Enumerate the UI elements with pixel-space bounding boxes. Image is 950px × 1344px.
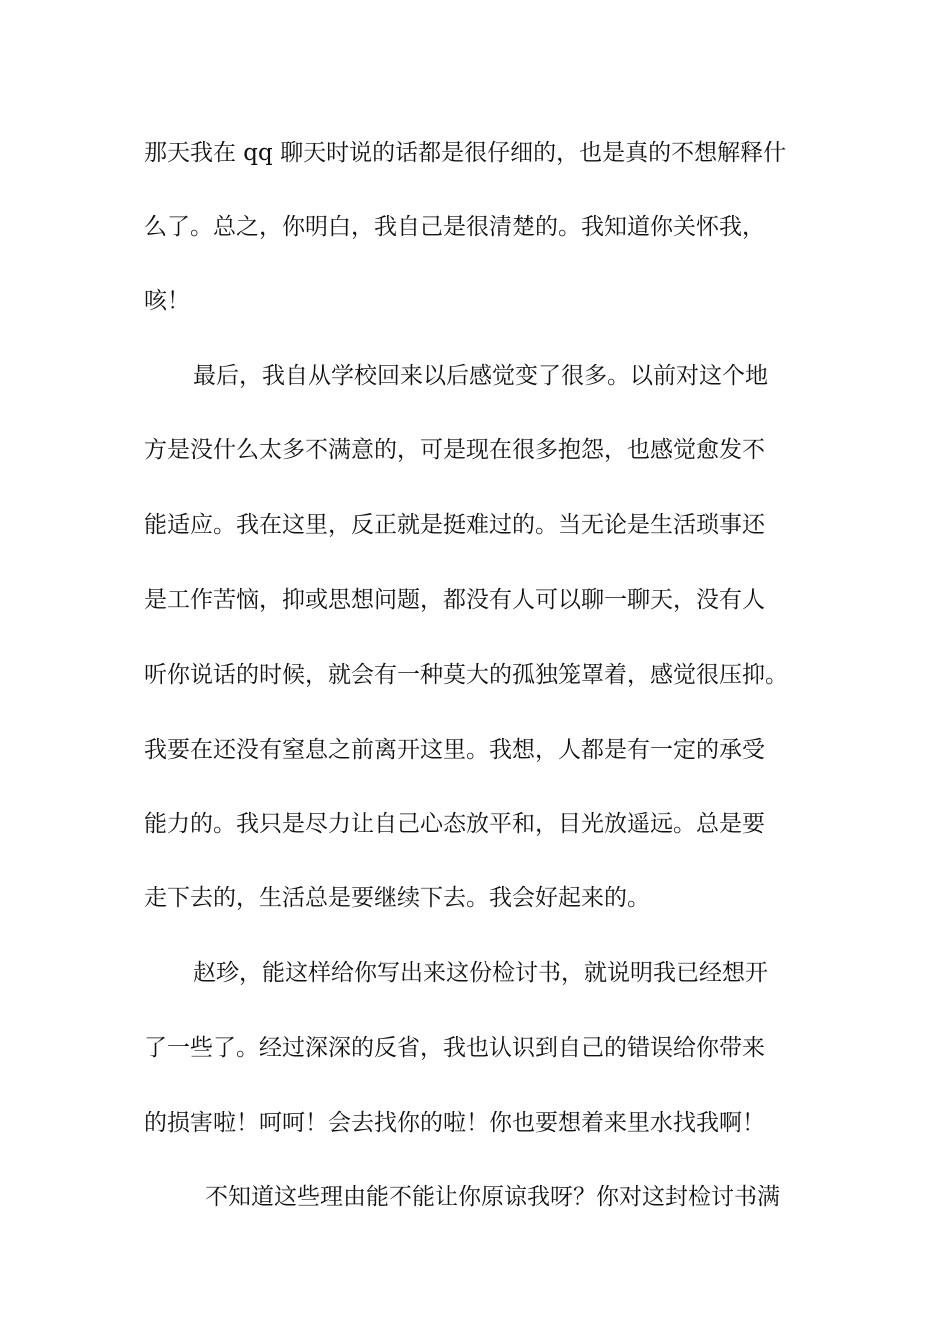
paragraph-line: 是工作苦恼，抑或思想问题，都没有人可以聊一聊天，没有人	[144, 587, 765, 613]
paragraph-line: 的损害啦！呵呵！会去找你的啦！你也要想着来里水找我啊！	[144, 1110, 765, 1136]
paragraph-line: 走下去的，生活总是要继续下去。我会好起来的。	[144, 885, 650, 911]
paragraph-line: 方是没什么太多不满意的，可是现在很多抱怨，也感觉愈发不	[144, 437, 765, 463]
paragraph-line: 赵珍，能这样给你写出来这份检讨书，就说明我已经想开	[193, 960, 768, 986]
paragraph-line: 听你说话的时候，就会有一种莫大的孤独笼罩着，感觉很压抑。	[144, 662, 788, 688]
paragraph-line: 那天我在 qq 聊天时说的话都是很仔细的，也是真的不想解释什	[144, 140, 787, 166]
paragraph-line: 能力的。我只是尽力让自己心态放平和，目光放遥远。总是要	[144, 811, 765, 837]
paragraph-line: 了一些了。经过深深的反省，我也认识到自己的错误给你带来	[144, 1035, 765, 1061]
paragraph-line: 咳！	[144, 288, 190, 314]
paragraph-line: 能适应。我在这里，反正就是挺难过的。当无论是生活琐事还	[144, 512, 765, 538]
paragraph-line: 不知道这些理由能不能让你原谅我呀？你对这封检讨书满	[205, 1184, 780, 1210]
paragraph-line: 么了。总之，你明白，我自己是很清楚的。我知道你关怀我，	[144, 214, 765, 240]
paragraph-line: 最后，我自从学校回来以后感觉变了很多。以前对这个地	[193, 363, 768, 389]
paragraph-line: 我要在还没有窒息之前离开这里。我想，人都是有一定的承受	[144, 737, 765, 763]
